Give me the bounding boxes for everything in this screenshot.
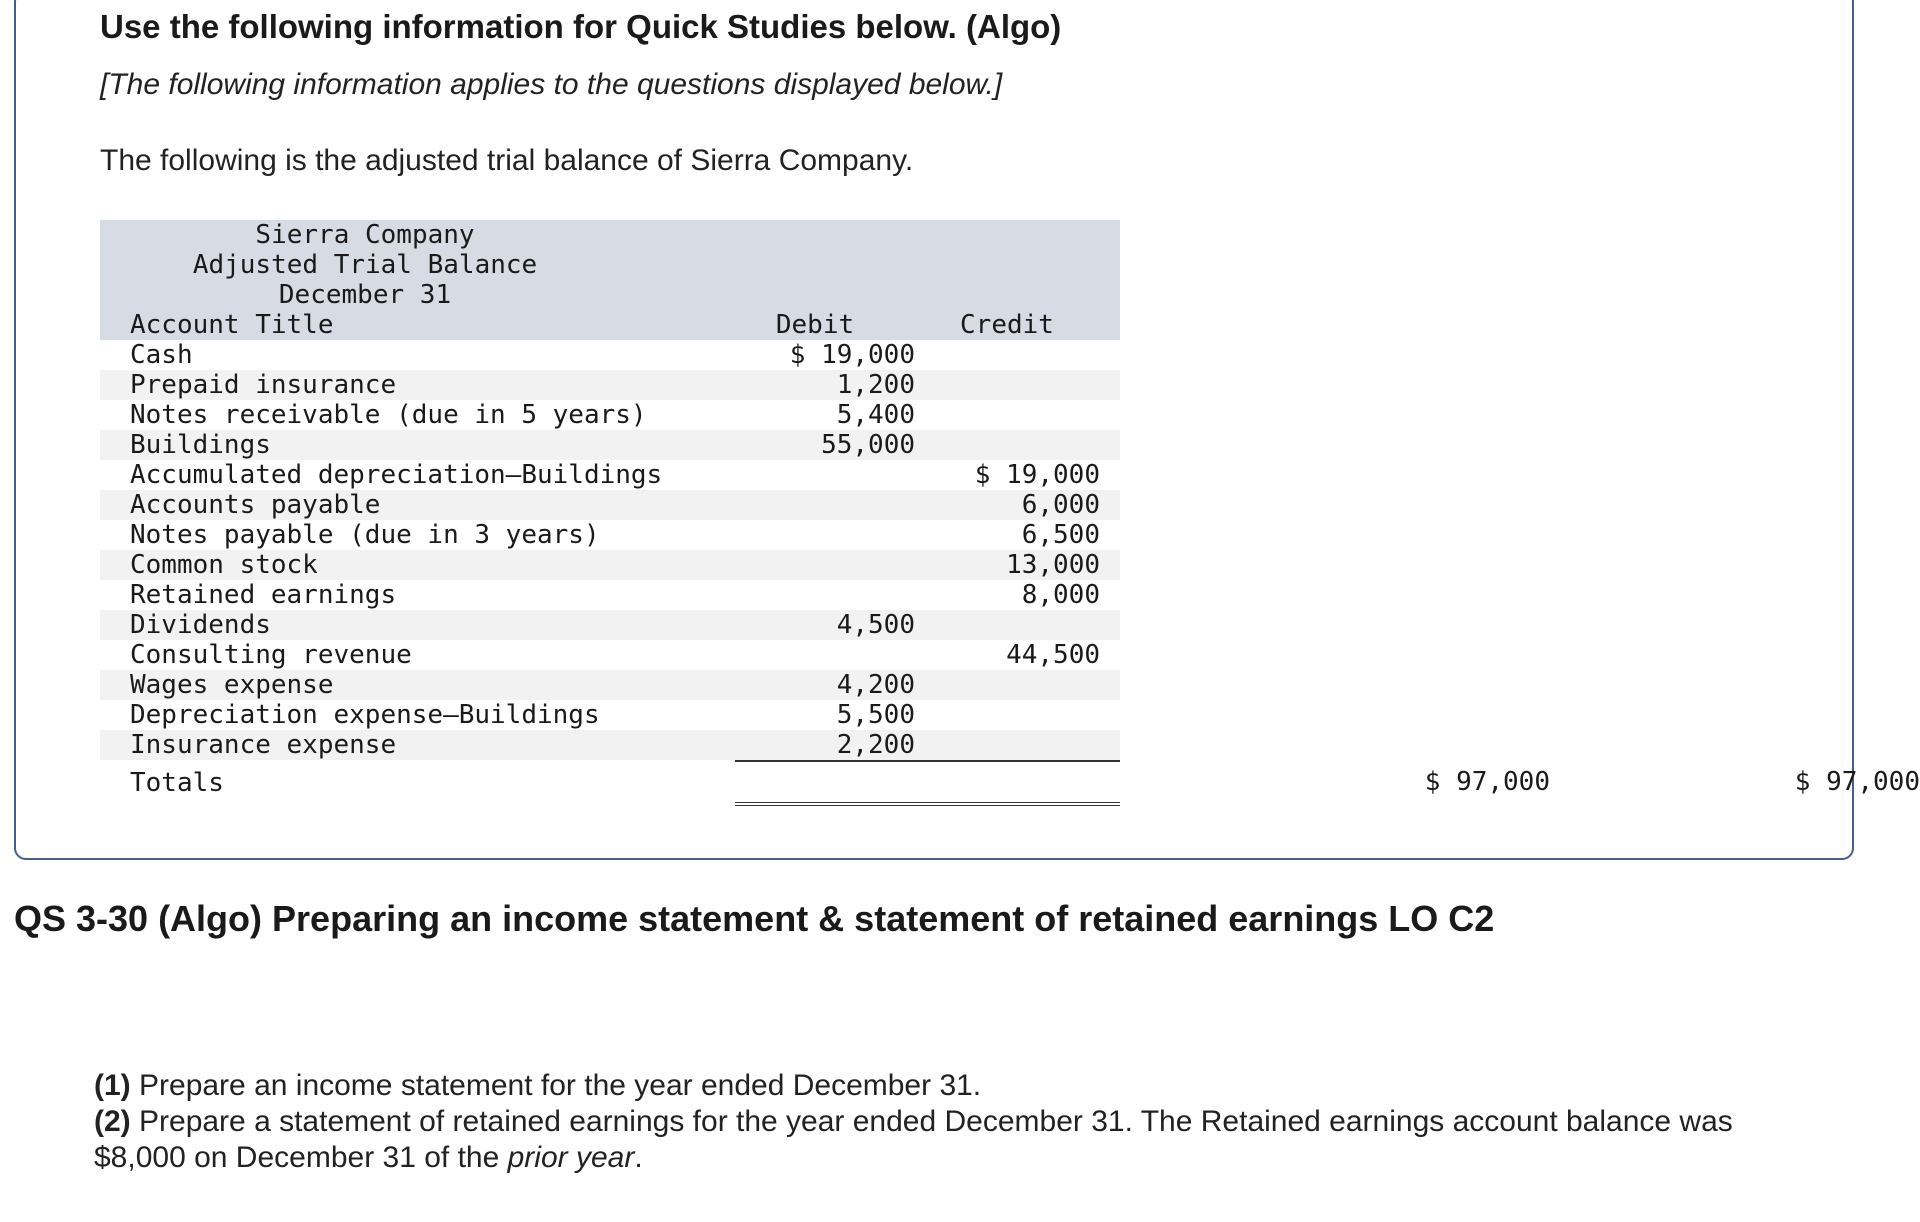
account-cell: Wages expense: [130, 670, 334, 700]
table-row: [100, 370, 1120, 400]
table-row: [100, 580, 1120, 610]
debit-cell: 55,000: [821, 430, 915, 460]
credit-column-header: Credit: [960, 310, 1054, 340]
account-cell: Accumulated depreciation—Buildings: [130, 460, 663, 490]
totals-debit-cell: [735, 760, 1550, 806]
account-cell: Insurance expense: [130, 730, 397, 760]
account-cell: Cash: [130, 340, 193, 370]
debit-cell: 4,500: [836, 610, 915, 640]
debit-cell: 4,200: [836, 670, 915, 700]
table-row: [100, 430, 1120, 460]
statement-title: Adjusted Trial Balance: [192, 250, 538, 280]
totals-credit: $ 97,000: [1794, 767, 1920, 797]
credit-cell: 6,000: [1021, 490, 1100, 520]
table-row: [100, 610, 1120, 640]
debit-cell: 5,400: [836, 400, 915, 430]
account-cell: Dividends: [130, 610, 271, 640]
account-cell: Accounts payable: [130, 490, 381, 520]
credit-cell: $ 19,000: [974, 460, 1100, 490]
task-2-number: (2): [94, 1105, 131, 1138]
account-cell: Buildings: [130, 430, 271, 460]
trial-balance-table: [100, 220, 1920, 806]
task-2-text: Prepare a statement of retained earnings for the year ended December 31. The Retained earnings account balance was $8,000 on December 31 of the: [94, 1105, 1733, 1174]
table-row: [100, 520, 1120, 550]
credit-cell: 44,500: [1006, 640, 1100, 670]
account-column-header: Account Title: [130, 310, 334, 340]
info-heading: Use the following information for Quick Studies below. (Algo): [100, 8, 1062, 45]
info-note: [The following information applies to the questions displayed below.]: [100, 68, 1003, 101]
account-cell: Depreciation expense—Buildings: [130, 700, 600, 730]
table-row: [100, 640, 1120, 670]
account-cell: Notes payable (due in 3 years): [130, 520, 600, 550]
totals-row: [100, 760, 1920, 806]
task-1-number: (1): [94, 1069, 131, 1102]
debit-cell: $ 19,000: [789, 340, 915, 370]
table-row: [100, 400, 1120, 430]
table-row: [100, 700, 1120, 730]
totals-debit: $ 97,000: [1424, 767, 1550, 797]
question-tasks: [94, 1068, 1814, 1176]
table-row: [100, 490, 1120, 520]
task-2-emphasis: prior year: [507, 1141, 635, 1174]
task-1: [94, 1068, 1814, 1104]
task-2: [94, 1104, 1814, 1176]
totals-label: Totals: [130, 768, 224, 798]
info-description: The following is the adjusted trial balance of Sierra Company.: [100, 144, 914, 177]
account-cell: Consulting revenue: [130, 640, 412, 670]
question-title: QS 3-30 (Algo) Preparing an income statement & statement of retained earnings LO C2: [14, 898, 1495, 939]
debit-cell: 1,200: [836, 370, 915, 400]
table-row: [100, 730, 1120, 760]
table-row: [100, 670, 1120, 700]
table-row: [100, 550, 1120, 580]
debit-column-header: Debit: [775, 310, 855, 340]
task-1-text: Prepare an income statement for the year ended December 31.: [130, 1069, 982, 1102]
statement-date: December 31: [278, 280, 452, 310]
account-cell: Prepaid insurance: [130, 370, 397, 400]
table-row: [100, 460, 1120, 490]
task-2-text-end: .: [634, 1141, 643, 1174]
company-name: Sierra Company: [255, 220, 475, 250]
debit-cell: 5,500: [836, 700, 915, 730]
credit-cell: 6,500: [1021, 520, 1100, 550]
account-cell: Notes receivable (due in 5 years): [130, 400, 647, 430]
credit-cell: 8,000: [1021, 580, 1100, 610]
table-row: [100, 340, 1120, 370]
credit-cell: 13,000: [1006, 550, 1100, 580]
account-cell: Common stock: [130, 550, 318, 580]
account-cell: Retained earnings: [130, 580, 397, 610]
trial-balance-header: [100, 220, 1120, 340]
debit-cell: 2,200: [836, 730, 915, 760]
totals-credit-cell: [920, 760, 1920, 806]
trial-balance-body: [100, 340, 1120, 760]
